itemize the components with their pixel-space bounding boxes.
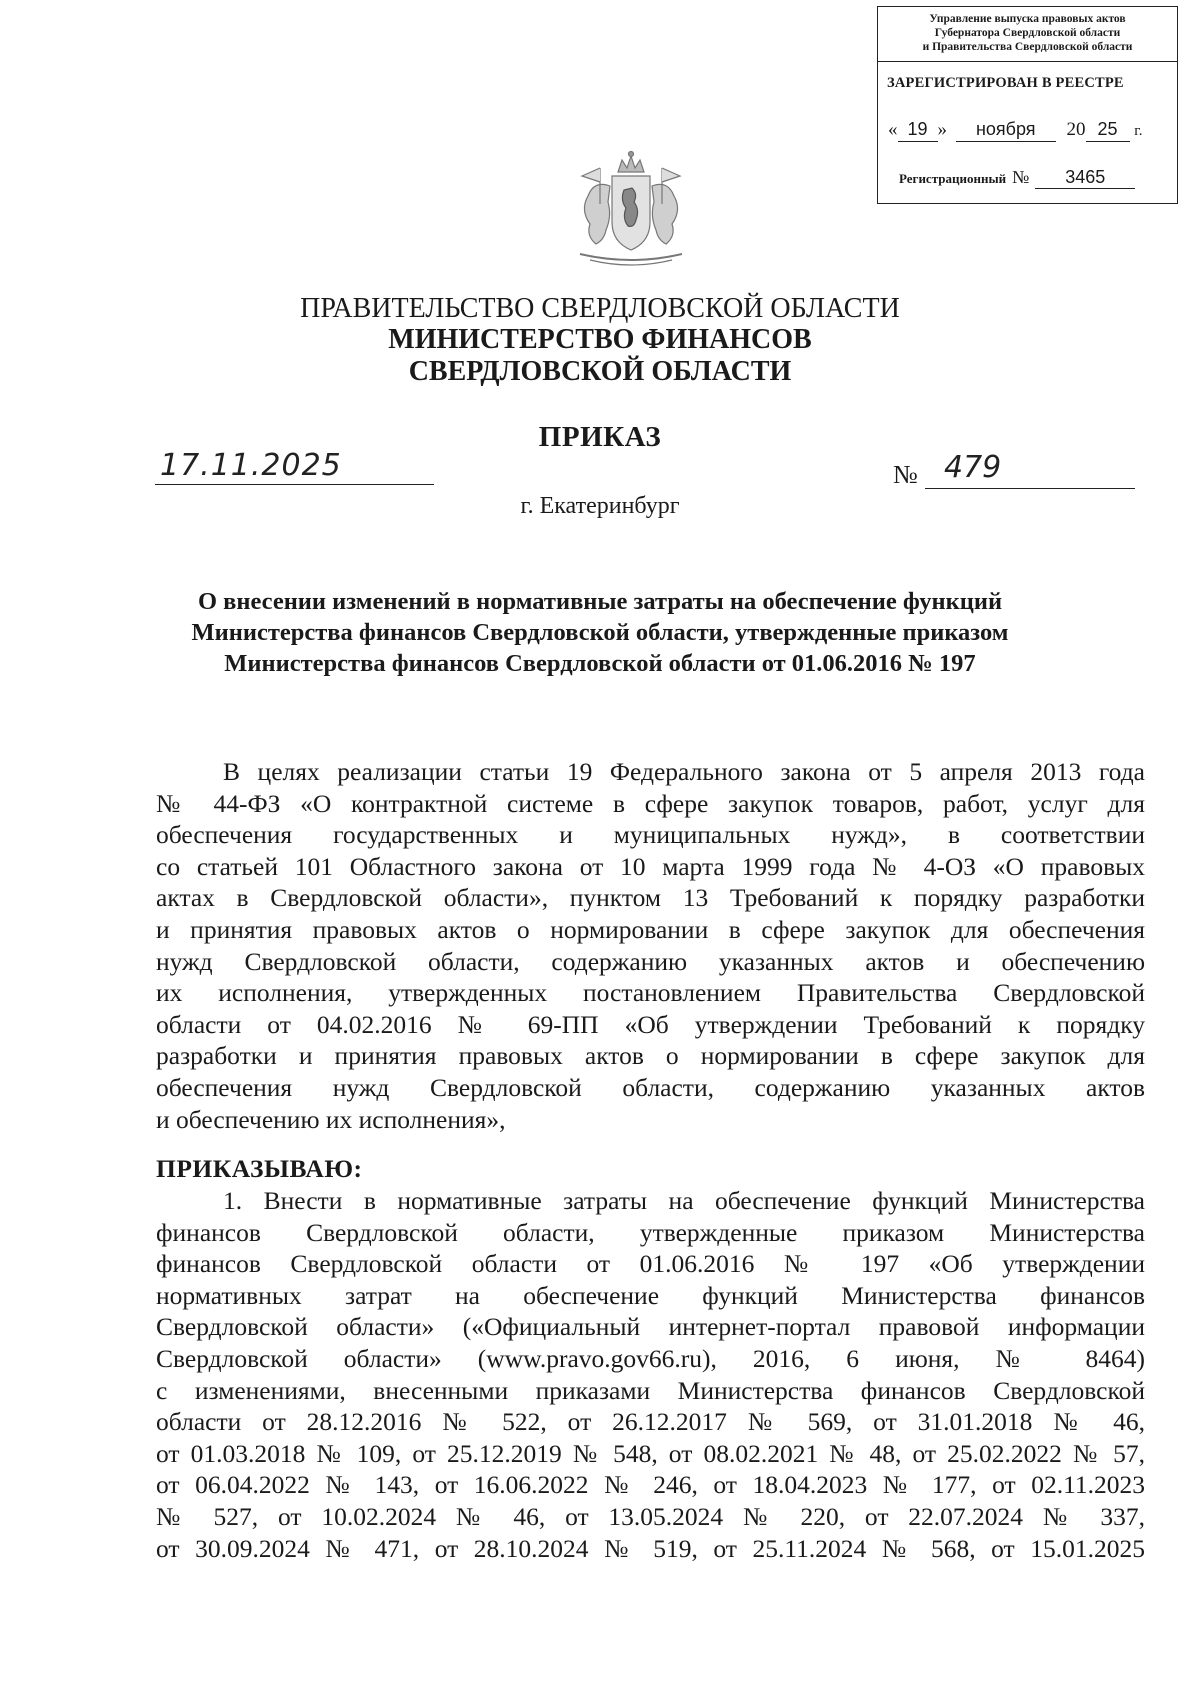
number-underline [925,488,1135,489]
paragraph-line: 1. Внести в нормативные затраты на обеспечение функций Министерства [223,1186,1145,1215]
paragraph-line: области от 04.02.2016 № 69-ПП «Об утверждении Требований к порядку [156,1009,1145,1039]
coat-of-arms-icon [560,150,702,272]
stamp-no-sign: № [1012,167,1030,187]
paragraph-line: их исполнения, утвержденных постановлением Правительства Свердловской [156,978,1145,1008]
ministry-name-line2: СВЕРДЛОВСКОЙ ОБЛАСТИ [408,356,792,387]
city-name: г. Екатеринбург [520,493,680,519]
paragraph-line: нормативных затрат на обеспечение функций Министерства финансов [156,1280,1145,1310]
stamp-issuer-line: и Правительства Свердловской области [922,41,1133,53]
ministry-name-line1: МИНИСТЕРСТВО ФИНАНСОВ [388,324,812,355]
stamp-day: 19 [898,119,938,142]
stamp-close-quote: » [937,119,947,140]
stamp-issuer-line: Управление выпуска правовых актов [929,13,1126,25]
paragraph-line: актах в Свердловской области», пунктом 13 Требований к порядку разработки [156,883,1145,913]
paragraph-line: финансов Свердловской области, утвержденные приказом Министерства [156,1217,1145,1247]
paragraph-line: со статьей 101 Областного закона от 10 марта 1999 года № 4-ОЗ «О правовых [156,851,1145,881]
stamp-month: ноября [956,119,1056,142]
paragraph-line: от 30.09.2024 № 471, от 28.10.2024 № 519, от 25.11.2024 № 568, от 15.01.2025 [156,1533,1145,1563]
stamp-registration-number [899,167,1135,189]
stamp-issuer [878,7,1177,62]
order-word: ПРИКАЗЫВАЮ: [156,1154,363,1183]
paragraph-line: обеспечения нужд Свердловской области, содержанию указанных актов [156,1072,1145,1102]
handwritten-number: 479 [944,450,1002,485]
paragraph-line: и обеспечению их исполнения», [156,1104,506,1134]
title-line: Министерства финансов Свердловской области от 01.06.2016 № 197 [224,650,976,677]
stamp-open-quote: « [888,119,898,140]
paragraph-line: финансов Свердловской области от 01.06.2016 № 197 «Об утверждении [156,1249,1145,1279]
number-sign: № [893,460,918,489]
paragraph-line: № 44-ФЗ «О контрактной системе в сфере закупок товаров, работ, услуг для [156,788,1145,818]
paragraph-line: от 06.04.2022 № 143, от 16.06.2022 № 246, от 18.04.2023 № 177, от 02.11.2023 [156,1470,1145,1500]
paragraph-line: нужд Свердловской области, содержанию указанных актов и обеспечению [156,946,1145,976]
stamp-registered-label: ЗАРЕГИСТРИРОВАН В РЕЕСТРЕ [887,75,1124,91]
paragraph-line: Свердловской области» (www.pravo.gov66.ru), 2016, 6 июня, № 8464) [156,1343,1145,1373]
paragraph-line: № 527, от 10.02.2024 № 46, от 13.05.2024 № 220, от 22.07.2024 № 337, [156,1501,1145,1531]
order-title [120,586,1080,679]
date-underline [155,484,434,485]
title-line: О внесении изменений в нормативные затраты на обеспечение функций [197,588,1003,615]
paragraph-line: обеспечения государственных и муниципальных нужд», в соответствии [156,820,1145,850]
item-1-paragraph [156,1185,1145,1564]
registration-stamp [877,6,1178,204]
paragraph-line: разработки и принятия правовых актов о нормировании в сфере закупок для [156,1041,1145,1071]
government-name: ПРАВИТЕЛЬСТВО СВЕРДЛОВСКОЙ ОБЛАСТИ [300,293,900,324]
paragraph-line: Свердловской области» («Официальный интернет-портал правовой информации [156,1312,1145,1342]
stamp-issuer-line: Губернатора Свердловской области [934,27,1121,39]
paragraph-line: и принятия правовых актов о нормировании в сфере закупок для обеспечения [156,914,1145,944]
paragraph-line: В целях реализации статьи 19 Федерального закона от 5 апреля 2013 года [223,757,1145,786]
stamp-year-suffix: 25 [1086,119,1130,142]
stamp-reg-number: 3465 [1035,167,1135,189]
handwritten-date: 17.11.2025 [160,448,342,483]
stamp-year-mark: г. [1134,123,1143,139]
stamp-date [888,119,1142,142]
paragraph-line: от 01.03.2018 № 109, от 25.12.2019 № 548, от 08.02.2021 № 48, от 25.02.2022 № 57, [156,1438,1145,1468]
stamp-year-prefix: 20 [1066,119,1086,140]
title-line: Министерства финансов Свердловской области, утвержденные приказом [191,619,1009,646]
paragraph-line: области от 28.12.2016 № 522, от 26.12.2017 № 569, от 31.01.2018 № 46, [156,1407,1145,1437]
paragraph-line: с изменениями, внесенными приказами Министерства финансов Свердловской [156,1375,1145,1405]
preamble-paragraph [156,756,1145,1135]
document-type: ПРИКАЗ [538,421,662,453]
stamp-reg-label: Регистрационный [899,171,1007,186]
